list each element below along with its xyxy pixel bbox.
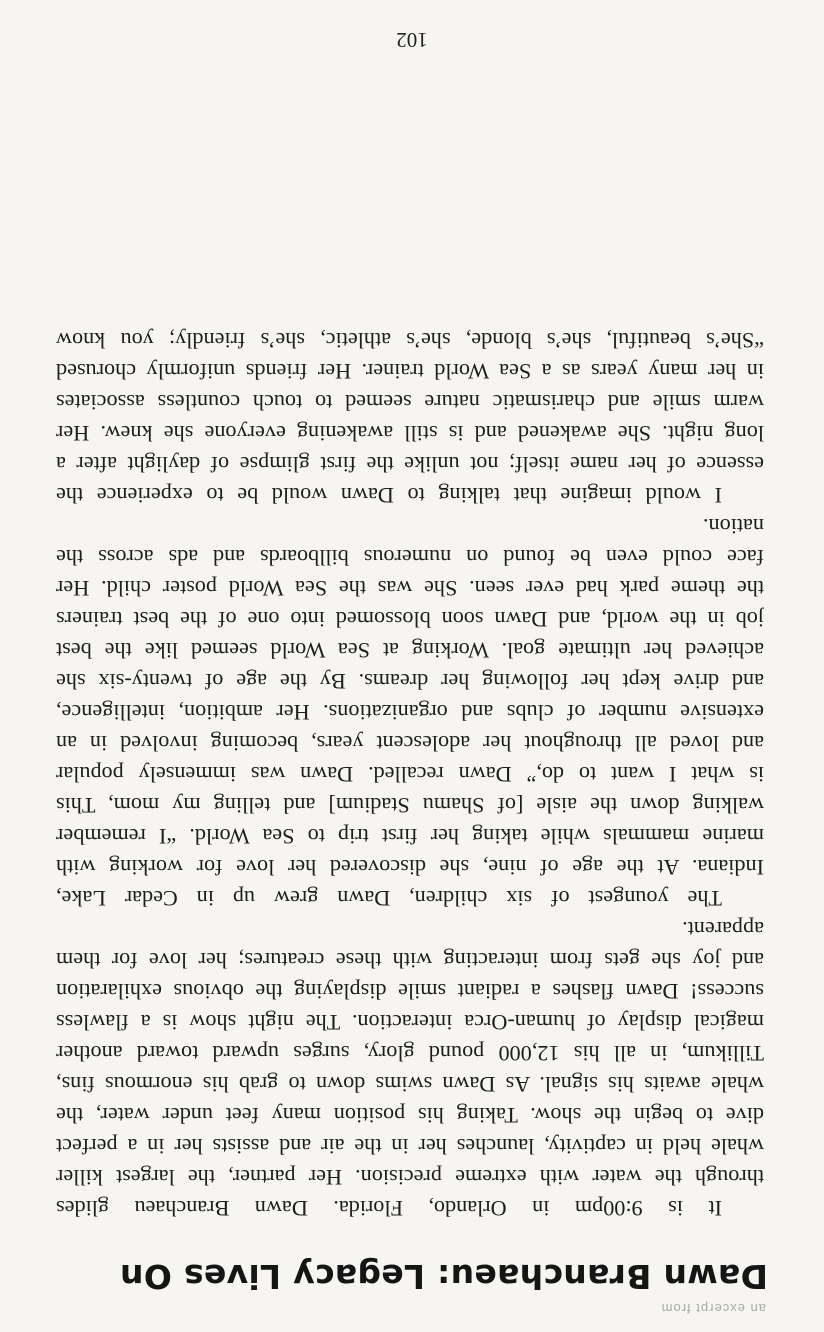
page-number: 102 — [396, 28, 428, 52]
body-line: Indiana. At the age of nine, she discovered her love for working with — [56, 855, 764, 880]
body-line: “She’s beautiful, she’s blonde, she’s athletic, she’s friendly; you know — [56, 328, 764, 353]
excerpt-kicker: an excerpt from — [660, 1301, 766, 1316]
body-line: whale awaits his signal. As Dawn swims down to grab his enormous fins, — [56, 1072, 764, 1097]
body-line: marine mammals while taking her first trip to Sea World. “I remember — [56, 824, 764, 849]
body-line: warm smile and charismatic nature seemed to touch countless associates — [56, 390, 764, 415]
body-line: I would imagine that talking to Dawn would be to experience the — [56, 483, 722, 508]
body-line: The youngest of six children, Dawn grew up in Cedar Lake, — [56, 886, 722, 911]
body-line: job in the world, and Dawn soon blossomed into one of the best trainers — [56, 607, 764, 632]
body-line: walking down the aisle [of Shamu Stadium] and telling my mom, This — [56, 793, 764, 818]
body-line: and loved all throughout her adolescent years, becoming involved in an — [56, 731, 764, 756]
body-line: and drive kept her following her dreams. By the age of twenty-six she — [56, 669, 764, 694]
body-line: whale held in captivity, launches her in the air and assists her in a perfect — [56, 1134, 764, 1159]
body-text — [56, 325, 764, 1224]
body-line: magical display of human-Orca interaction. The night show is a flawless — [56, 1010, 764, 1035]
body-line: dive to begin the show. Taking his position many feet under water, the — [56, 1103, 764, 1128]
body-line: long night. She awakened and is still awakening everyone she knew. Her — [56, 421, 764, 446]
body-line: through the water with extreme precision. Her partner, the largest killer — [56, 1165, 764, 1190]
body-line: achieved her ultimate goal. Working at Sea World seemed like the best — [56, 638, 764, 663]
body-line: the theme park had ever seen. She was the Sea World poster child. Her — [56, 576, 764, 601]
body-line: success! Dawn flashes a radiant smile displaying the obvious exhilaration — [56, 979, 764, 1004]
body-line: face could even be found on numerous billboards and ads across the — [56, 545, 764, 570]
body-line: and joy she gets from interacting with these creatures; her love for them — [56, 948, 764, 973]
body-line: It is 9:00pm in Orlando, Florida. Dawn Branchaeu glides — [56, 1196, 722, 1221]
body-line: essence of her name itself; not unlike the first glimpse of daylight after a — [56, 452, 764, 477]
body-line: is what I want to do,” Dawn recalled. Dawn was immensely popular — [56, 762, 764, 787]
body-line: nation. — [702, 514, 764, 539]
body-line: in her many years as a Sea World trainer. Her friends uniformly chorused — [56, 359, 764, 384]
body-line: Tillikum, in all his 12,000 pound glory, surges upward toward another — [56, 1041, 764, 1066]
body-line: extensive number of clubs and organizations. Her ambition, intelligence, — [56, 700, 764, 725]
chapter-title: Dawn Branchaeu: Legacy Lives On — [119, 1257, 768, 1296]
body-line: apparent. — [682, 917, 764, 942]
